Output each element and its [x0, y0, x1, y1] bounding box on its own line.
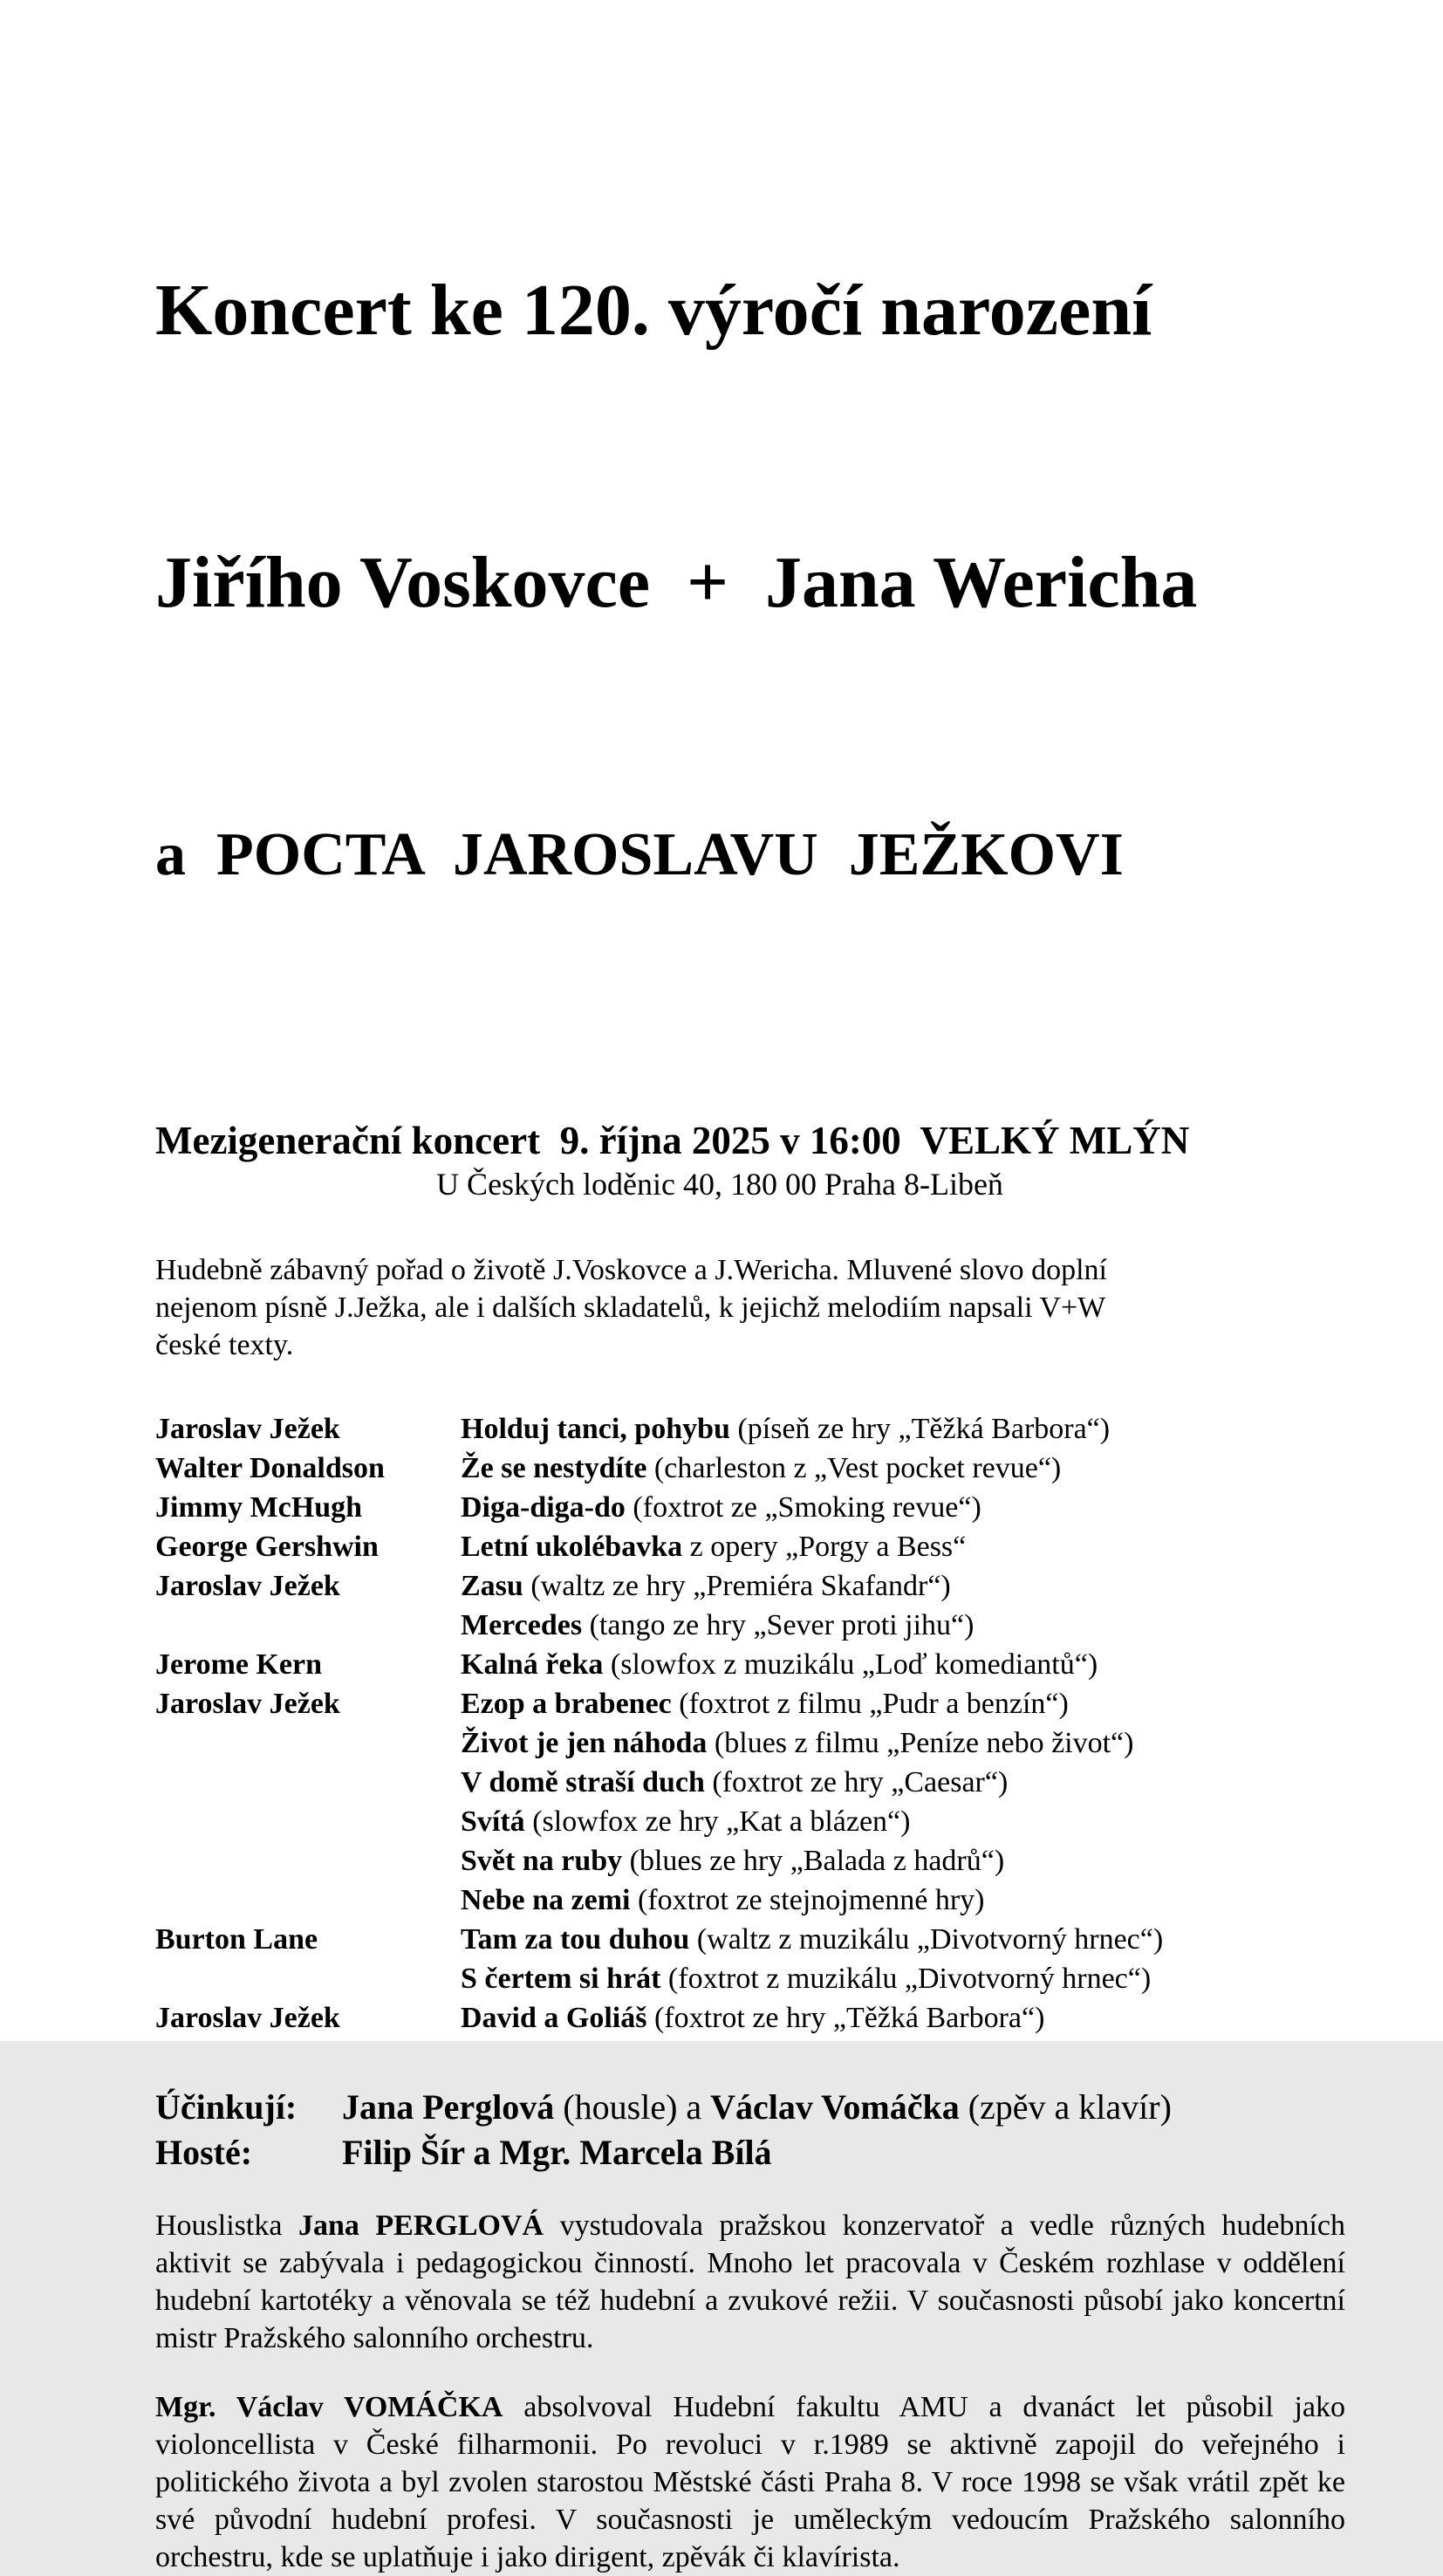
- song-entry: [461, 1763, 1345, 1802]
- song-detail: (foxtrot ze stejnojmenné hry): [630, 1884, 985, 1916]
- composer-name: Burton Lane: [155, 1923, 318, 1956]
- program-row: [155, 1841, 1345, 1881]
- song-entry: [461, 1566, 1345, 1606]
- page-title: [155, 84, 1345, 1082]
- bio-name: Mgr. Václav VOMÁČKA: [155, 2391, 503, 2423]
- bio-perglova: [155, 2207, 1345, 2357]
- song-entry: [461, 1449, 1345, 1488]
- song-title: Letní ukolébavka: [461, 1531, 683, 1563]
- performers-section: [155, 2085, 1345, 2175]
- song-entry: [461, 1606, 1345, 1645]
- intro-line: české texty.: [155, 1329, 294, 1361]
- composer-name: Jerome Kern: [155, 1648, 323, 1681]
- program-row: [155, 1723, 1345, 1763]
- song-entry: [461, 1959, 1345, 1998]
- bio-vomacka: [155, 2388, 1345, 2576]
- song-entry: [461, 1881, 1345, 1920]
- song-title: Mercedes: [461, 1609, 583, 1641]
- song-title: Nebe na zemi: [461, 1884, 631, 1916]
- song-detail: (waltz z muzikálu „Divotvorný hrnec“): [689, 1923, 1164, 1956]
- song-title: Svítá: [461, 1805, 525, 1838]
- song-detail: (foxtrot z muzikálu „Divotvorný hrnec“): [660, 1963, 1152, 1995]
- song-detail: (foxtrot ze „Smoking revue“): [625, 1491, 981, 1524]
- song-detail: (blues z filmu „Peníze nebo život“): [707, 1727, 1134, 1759]
- song-detail: (slowfox ze hry „Kat a blázen“): [524, 1805, 911, 1838]
- song-entry: [461, 1684, 1345, 1723]
- program-row: [155, 1527, 1345, 1566]
- program-row: [155, 1920, 1345, 1959]
- program-row: [155, 1449, 1345, 1488]
- event-address: U Českých loděnic 40, 180 00 Praha 8-Libeň: [436, 1167, 1003, 1202]
- song-title: Ezop a brabenec: [461, 1688, 672, 1720]
- performer-name: Jana Perglová: [342, 2087, 555, 2127]
- performer-name: Václav Vomáčka: [710, 2087, 960, 2127]
- song-detail: (charleston z „Vest pocket revue“): [646, 1452, 1062, 1484]
- program-row: [155, 1488, 1345, 1527]
- song-entry: [461, 1920, 1345, 1959]
- page-title-line-3: a POCTA JAROSLAVU JEŽKOVI: [155, 821, 1124, 888]
- song-detail: (foxtrot ze hry „Caesar“): [704, 1766, 1009, 1798]
- composer-name: Walter Donaldson: [155, 1452, 385, 1484]
- composer-name: [155, 1723, 461, 1763]
- song-title: Kalná řeka: [461, 1648, 604, 1681]
- song-title: Holduj tanci, pohybu: [461, 1413, 730, 1445]
- composer-name: Jaroslav Ježek: [155, 1570, 340, 1602]
- composer-name: [155, 1802, 461, 1841]
- song-detail: (waltz ze hry „Premiéra Skafandr“): [523, 1570, 951, 1602]
- page-title-line-2: Jiřího Voskovce + Jana Wericha: [155, 542, 1198, 623]
- song-entry: [461, 1527, 1345, 1566]
- bio-text: absolvoval Hudební fakultu AMU a dvanáct let působil jako violoncellista v České filharmonii. Po revoluci v r.1989 se aktivně zapojil do veřejného i politického života a byl zvolen starostou Městské části Praha 8. V roce 1998 se však vrátil zpět ke své původní hudební profesi. V současnosti je uměleckým vedoucím Pražského salonního orchestru, kde se uplatňuje i jako dirigent, zpěvák či klavírista.: [155, 2391, 1345, 2573]
- song-entry: [461, 1645, 1345, 1684]
- song-title: Svět na ruby: [461, 1845, 623, 1877]
- program-row: [155, 1959, 1345, 1998]
- event-date-venue: Mezigenerační koncert 9. října 2025 v 16:00 VELKÝ MLÝN: [155, 1119, 1190, 1162]
- composer-name: Jimmy McHugh: [155, 1491, 363, 1524]
- guest-names: Filip Šír a Mgr. Marcela Bílá: [342, 2133, 772, 2172]
- performer-role: (housle) a: [554, 2087, 711, 2127]
- song-detail: (foxtrot z filmu „Pudr a benzín“): [671, 1688, 1069, 1720]
- composer-name: [155, 1763, 461, 1802]
- song-title: Že se nestydíte: [461, 1452, 647, 1484]
- song-entry: [461, 1998, 1345, 2038]
- song-title: Zasu: [461, 1570, 523, 1602]
- song-title: David a Goliáš: [461, 2002, 647, 2034]
- composer-name: [155, 1841, 461, 1881]
- intro-line: nejenom písně J.Ježka, ale i dalších skladatelů, k jejichž melodiím napsali V+W: [155, 1291, 1106, 1324]
- program-row: [155, 1606, 1345, 1645]
- intro-line: Hudebně zábavný pořad o životě J.Voskovce a J.Wericha. Mluvené slovo doplní: [155, 1254, 1107, 1286]
- program-row: [155, 1566, 1345, 1606]
- song-detail: z opery „Porgy a Bess“: [682, 1531, 967, 1563]
- program-row: [155, 1763, 1345, 1802]
- song-detail: (tango ze hry „Sever proti jihu“): [582, 1609, 975, 1641]
- performers-label: Účinkují:: [155, 2087, 297, 2127]
- performers-row: [155, 2085, 1345, 2130]
- composer-name: Jaroslav Ježek: [155, 1413, 340, 1445]
- song-detail: (blues ze hry „Balada z hadrů“): [622, 1845, 1005, 1877]
- song-entry: [461, 1409, 1345, 1449]
- song-detail: (slowfox z muzikálu „Loď komediantů“): [603, 1648, 1098, 1681]
- composer-name: [155, 1606, 461, 1645]
- guests-row: [155, 2130, 1345, 2175]
- song-detail: (foxtrot ze hry „Těžká Barbora“): [646, 2002, 1045, 2034]
- song-title: Tam za tou duhou: [461, 1923, 690, 1956]
- song-entry: [461, 1841, 1345, 1881]
- bio-name: Jana PERGLOVÁ: [297, 2209, 544, 2242]
- composer-name: [155, 1881, 461, 1920]
- program-row: [155, 1998, 1345, 2038]
- song-entry: [461, 1802, 1345, 1841]
- program-row: [155, 1881, 1345, 1920]
- song-title: Diga-diga-do: [461, 1491, 626, 1524]
- composer-name: [155, 1959, 461, 1998]
- song-title: S čertem si hrát: [461, 1963, 661, 1995]
- program-row: [155, 1684, 1345, 1723]
- composer-name: George Gershwin: [155, 1531, 379, 1563]
- bio-text: vystudovala pražskou konzervatoř a vedle různých hudebních aktivit se zabývala i pedagogickou činností. Mnoho let pracovala v Českém rozhlase v oddělení hudební kartotéky a věnovala se též hudební a zvukové režii. V současnosti působí jako koncertní mistr Pražského salonního orchestru.: [155, 2209, 1345, 2354]
- program-row: [155, 1409, 1345, 1449]
- program-row: [155, 1802, 1345, 1841]
- performer-role: (zpěv a klavír): [959, 2087, 1172, 2127]
- composer-name: Jaroslav Ježek: [155, 1688, 340, 1720]
- program-row: [155, 1645, 1345, 1684]
- composer-name: Jaroslav Ježek: [155, 2002, 340, 2034]
- page-title-line-1: Koncert ke 120. výročí narození: [155, 270, 1152, 351]
- song-title: V domě straší duch: [461, 1766, 705, 1798]
- performers-names: [342, 2085, 1172, 2130]
- program-list: [155, 1409, 1345, 2038]
- song-title: Život je jen náhoda: [461, 1727, 708, 1759]
- guests-label: Hosté:: [155, 2133, 253, 2172]
- intro-paragraph: [155, 1251, 1345, 1364]
- bio-prefix: Houslistka: [155, 2209, 298, 2242]
- song-entry: [461, 1723, 1345, 1763]
- song-detail: (píseň ze hry „Těžká Barbora“): [729, 1413, 1111, 1445]
- song-entry: [461, 1488, 1345, 1527]
